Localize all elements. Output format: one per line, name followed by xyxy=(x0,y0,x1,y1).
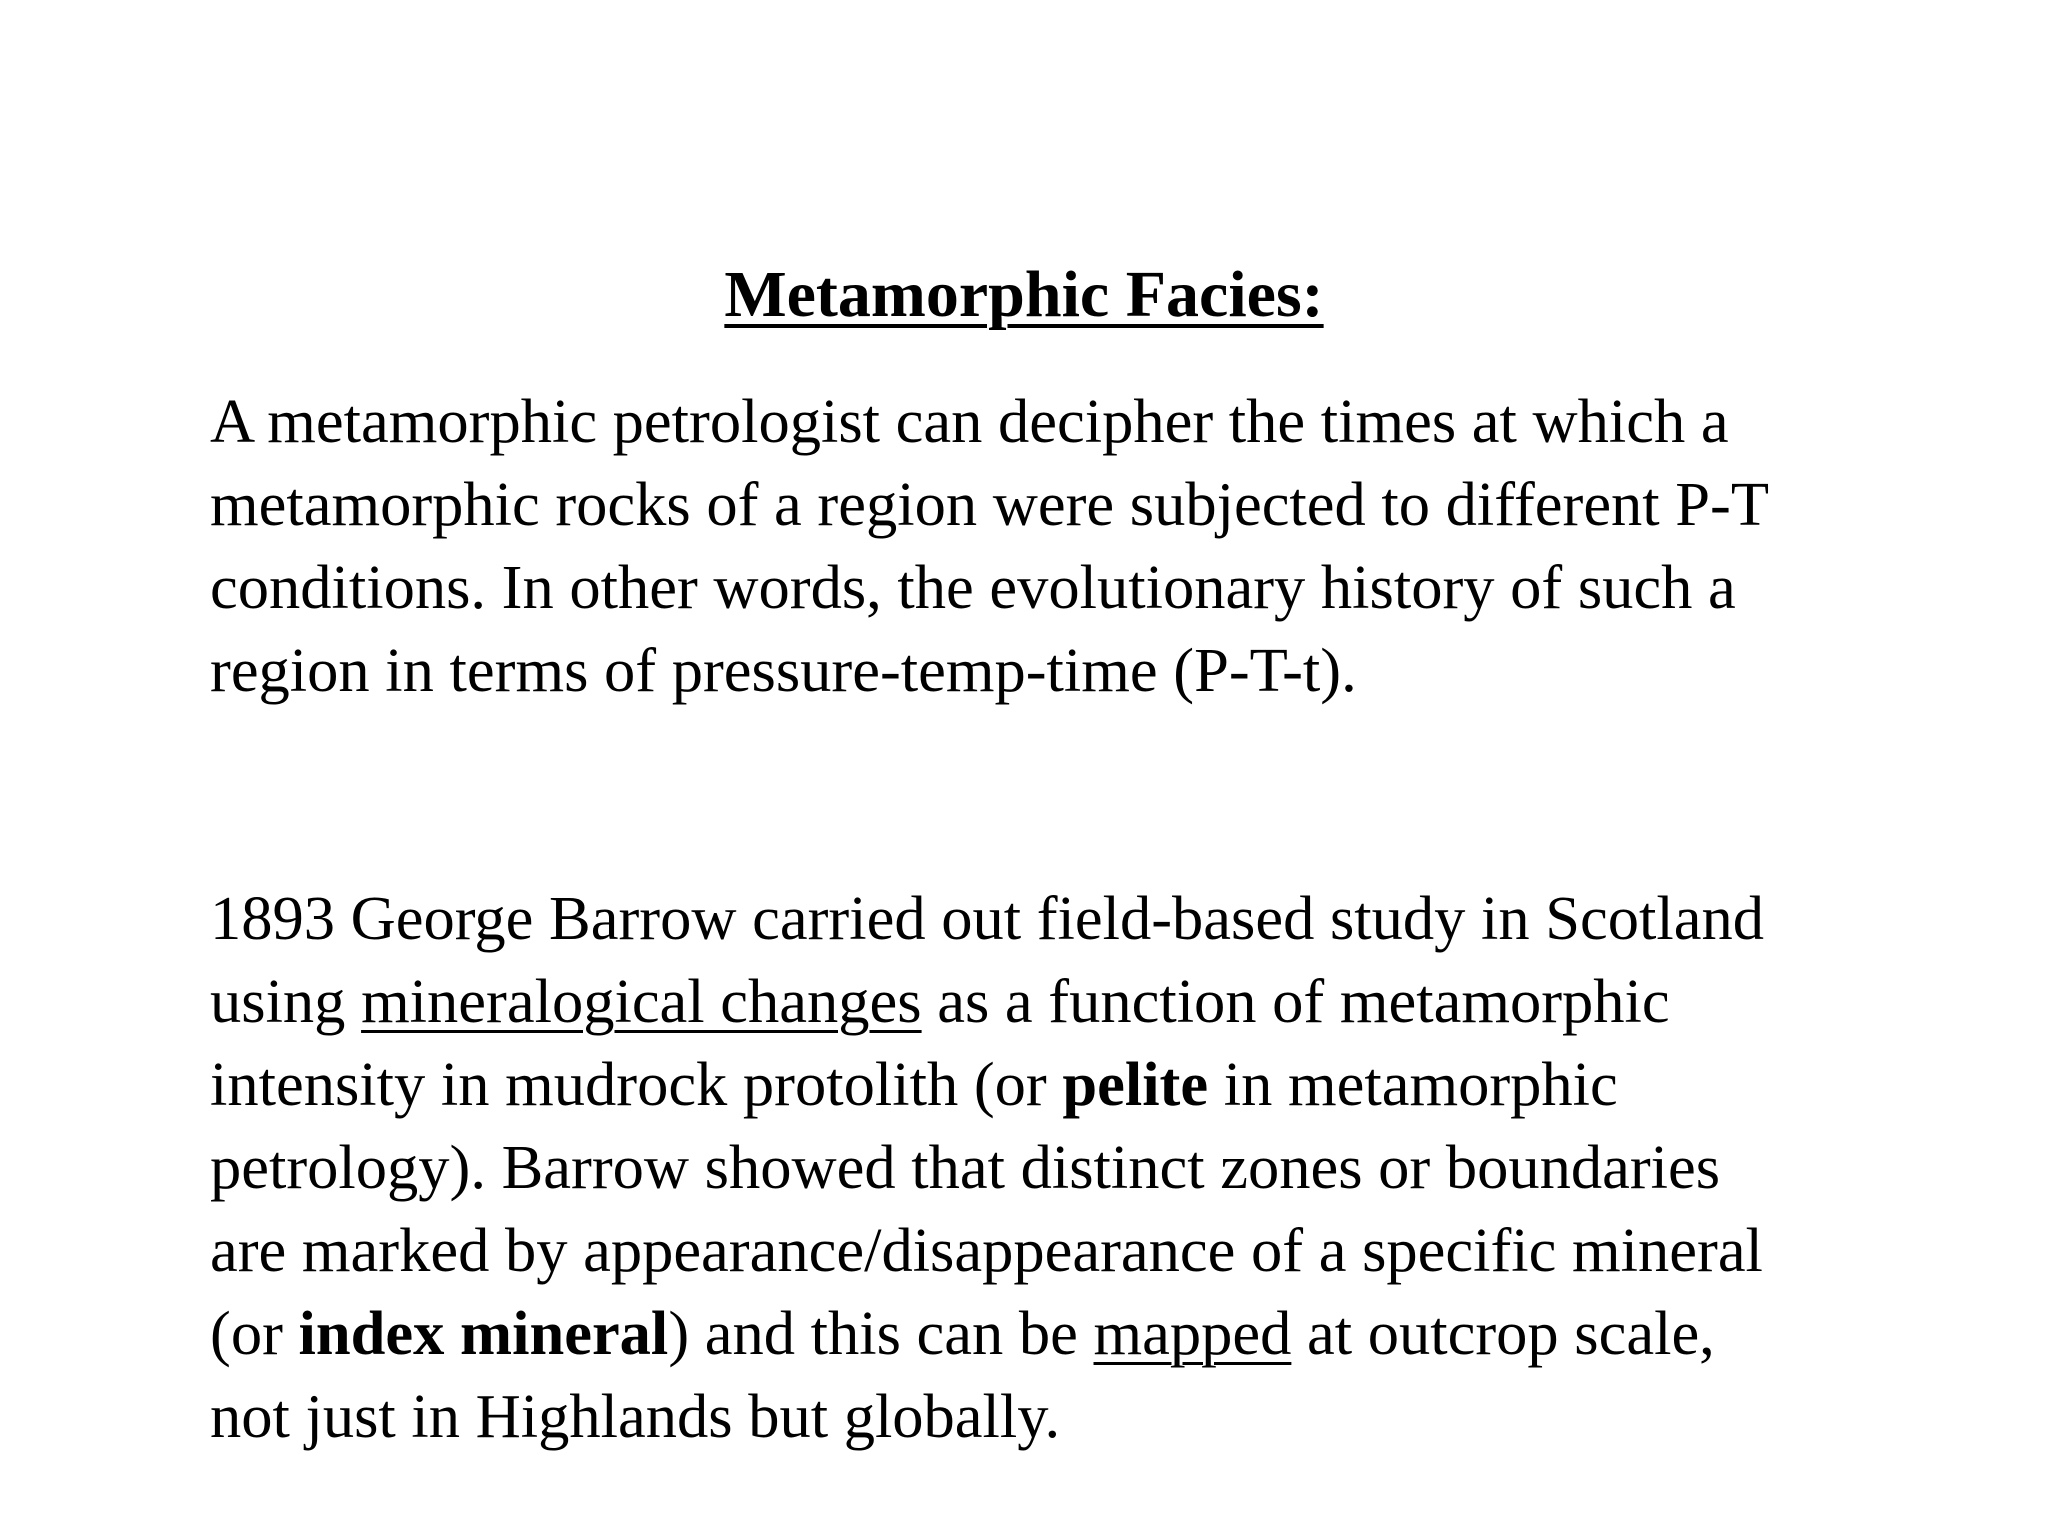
text-run: ) and this can be xyxy=(668,1298,1094,1368)
paragraph2-line: petrology). Barrow showed that distinct zones or boundaries xyxy=(210,1132,1721,1202)
bold-pelite: pelite xyxy=(1062,1049,1209,1119)
text-run: in metamorphic xyxy=(1208,1049,1618,1119)
paragraph-pt-history xyxy=(210,380,2010,712)
text-run: as a function of metamorphic xyxy=(921,966,1670,1036)
paragraph1-line: metamorphic rocks of a region were subjected to different P-T xyxy=(210,469,1770,539)
slide-title xyxy=(0,255,2048,335)
underlined-mapped: mapped xyxy=(1093,1298,1292,1368)
slide-title-text: Metamorphic Facies: xyxy=(724,258,1324,331)
text-run: using xyxy=(210,966,362,1036)
text-run: (or xyxy=(210,1298,299,1368)
text-run: intensity in mudrock protolith (or xyxy=(210,1049,1063,1119)
paragraph1-line: A metamorphic petrologist can decipher the times at which a xyxy=(210,386,1729,456)
paragraph2-line: not just in Highlands but globally. xyxy=(210,1381,1061,1451)
paragraph1-line: region in terms of pressure-temp-time (P-T-t). xyxy=(210,635,1357,705)
paragraph-barrow-study xyxy=(210,877,2010,1458)
paragraph2-line xyxy=(210,960,2010,1043)
paragraph2-line xyxy=(210,1292,2010,1375)
text-run: at outcrop scale, xyxy=(1291,1298,1715,1368)
paragraph2-line: are marked by appearance/disappearance of a specific mineral xyxy=(210,1215,1763,1285)
underlined-mineralogical-changes: mineralogical changes xyxy=(361,966,922,1036)
paragraph2-line xyxy=(210,1043,2010,1126)
paragraph2-line: 1893 George Barrow carried out field-based study in Scotland xyxy=(210,883,1764,953)
bold-index-mineral: index mineral xyxy=(298,1298,669,1368)
paragraph1-line: conditions. In other words, the evolutionary history of such a xyxy=(210,552,1736,622)
